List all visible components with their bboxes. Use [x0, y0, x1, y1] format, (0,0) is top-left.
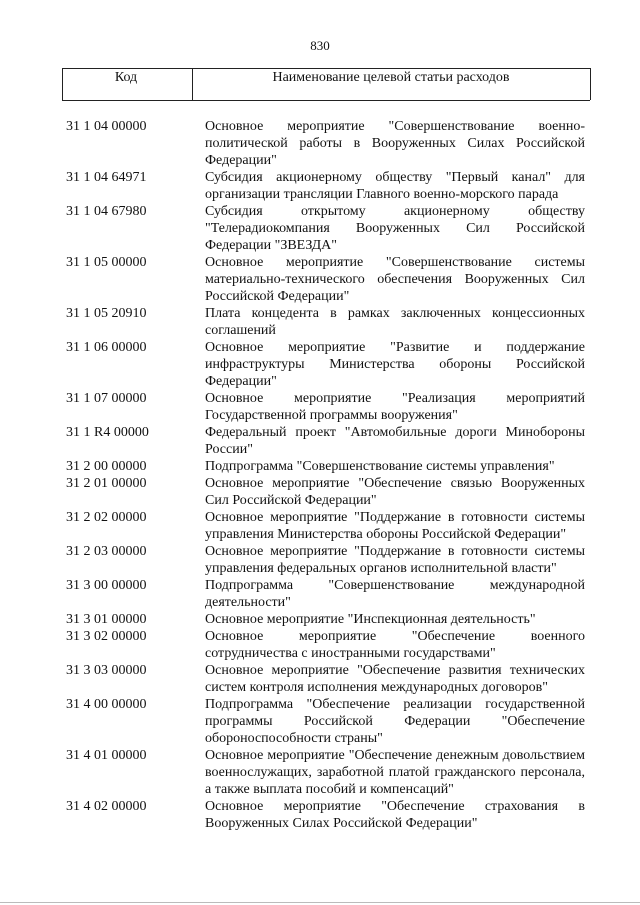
table-row — [0, 339, 640, 390]
row-description: Подпрограмма "Совершенствование системы управления" — [205, 459, 555, 474]
table-row — [0, 118, 640, 169]
table-row — [0, 424, 640, 458]
row-description: Основное мероприятие "Обеспечение страхования в Вооруженных Силах Российской Федерации" — [205, 799, 585, 831]
header-top-rule — [62, 68, 590, 69]
table-row — [0, 611, 640, 628]
row-code: 31 4 00 00000 — [66, 697, 147, 712]
table-header — [62, 68, 590, 100]
row-description: Основное мероприятие "Поддержание в готовности системы управления федеральных органов исполнительной власти" — [205, 544, 585, 576]
row-code: 31 1 06 00000 — [66, 340, 147, 355]
row-code: 31 2 02 00000 — [66, 510, 147, 525]
table-row — [0, 169, 640, 203]
row-description: Субсидия акционерному обществу "Первый канал" для организации трансляции Главного военно-морского парада — [205, 170, 585, 202]
row-description: Основное мероприятие "Совершенствование военно-политической работы в Вооруженных Силах Российской Федерации" — [205, 119, 585, 168]
header-right-border — [590, 68, 591, 100]
row-code: 31 1 04 67980 — [66, 204, 147, 219]
row-description: Основное мероприятие "Обеспечение денежным довольствием военнослужащих, заработной платой гражданского персонала, а также выплата пособий и компенсаций" — [205, 748, 585, 797]
table-row — [0, 662, 640, 696]
table-row — [0, 203, 640, 254]
row-description: Подпрограмма "Совершенствование международной деятельности" — [205, 578, 585, 610]
row-code: 31 3 03 00000 — [66, 663, 147, 678]
row-description: Федеральный проект "Автомобильные дороги Минобороны России" — [205, 425, 585, 457]
column-header-code: Код — [114, 70, 138, 85]
table-row — [0, 509, 640, 543]
page-bottom-edge — [0, 902, 640, 903]
table-row — [0, 543, 640, 577]
row-code: 31 2 00 00000 — [66, 459, 147, 474]
header-bottom-rule — [62, 100, 590, 101]
row-description: Основное мероприятие "Совершенствование системы материально-технического обеспечения Вооруженных Сил Российской Федерации" — [205, 255, 585, 304]
row-code: 31 3 00 00000 — [66, 578, 147, 593]
table-row — [0, 798, 640, 832]
page-number: 830 — [310, 38, 330, 53]
table-row — [0, 628, 640, 662]
row-description: Основное мероприятие "Обеспечение военного сотрудничества с иностранными государствами" — [205, 629, 585, 661]
row-code: 31 1 05 00000 — [66, 255, 147, 270]
row-description: Основное мероприятие "Развитие и поддержание инфраструктуры Министерства обороны Российской Федерации" — [205, 340, 585, 389]
table-row — [0, 577, 640, 611]
row-description: Основное мероприятие "Обеспечение связью Вооруженных Сил Российской Федерации" — [205, 476, 585, 508]
row-code: 31 3 01 00000 — [66, 612, 147, 627]
table-row — [0, 475, 640, 509]
row-code: 31 1 05 20910 — [66, 306, 147, 321]
table-row — [0, 390, 640, 424]
row-code: 31 2 03 00000 — [66, 544, 147, 559]
row-description: Субсидия открытому акционерному обществу "Телерадиокомпания Вооруженных Сил Российской Федерации "ЗВЕЗДА" — [205, 204, 585, 253]
budget-items-list — [0, 118, 640, 832]
row-code: 31 1 04 00000 — [66, 119, 147, 134]
row-code: 31 1 R4 00000 — [66, 425, 149, 440]
table-row — [0, 458, 640, 475]
table-row — [0, 747, 640, 798]
row-code: 31 3 02 00000 — [66, 629, 147, 644]
row-description: Основное мероприятие "Инспекционная деятельность" — [205, 612, 536, 627]
row-code: 31 4 02 00000 — [66, 799, 147, 814]
row-code: 31 1 07 00000 — [66, 391, 147, 406]
table-row — [0, 696, 640, 747]
row-description: Основное мероприятие "Реализация мероприятий Государственной программы вооружения" — [205, 391, 585, 423]
row-code: 31 4 01 00000 — [66, 748, 147, 763]
column-header-name: Наименование целевой статьи расходов — [272, 70, 510, 85]
table-row — [0, 254, 640, 305]
row-description: Основное мероприятие "Поддержание в готовности системы управления Министерства обороны Российской Федерации" — [205, 510, 585, 542]
row-code: 31 1 04 64971 — [66, 170, 147, 185]
row-description: Плата концедента в рамках заключенных концессионных соглашений — [205, 306, 585, 338]
row-description: Основное мероприятие "Обеспечение развития технических систем контроля исполнения международных договоров" — [205, 663, 585, 695]
row-code: 31 2 01 00000 — [66, 476, 147, 491]
row-description: Подпрограмма "Обеспечение реализации государственной программы Российской Федерации "Обеспечение обороноспособности страны" — [205, 697, 585, 746]
table-row — [0, 305, 640, 339]
